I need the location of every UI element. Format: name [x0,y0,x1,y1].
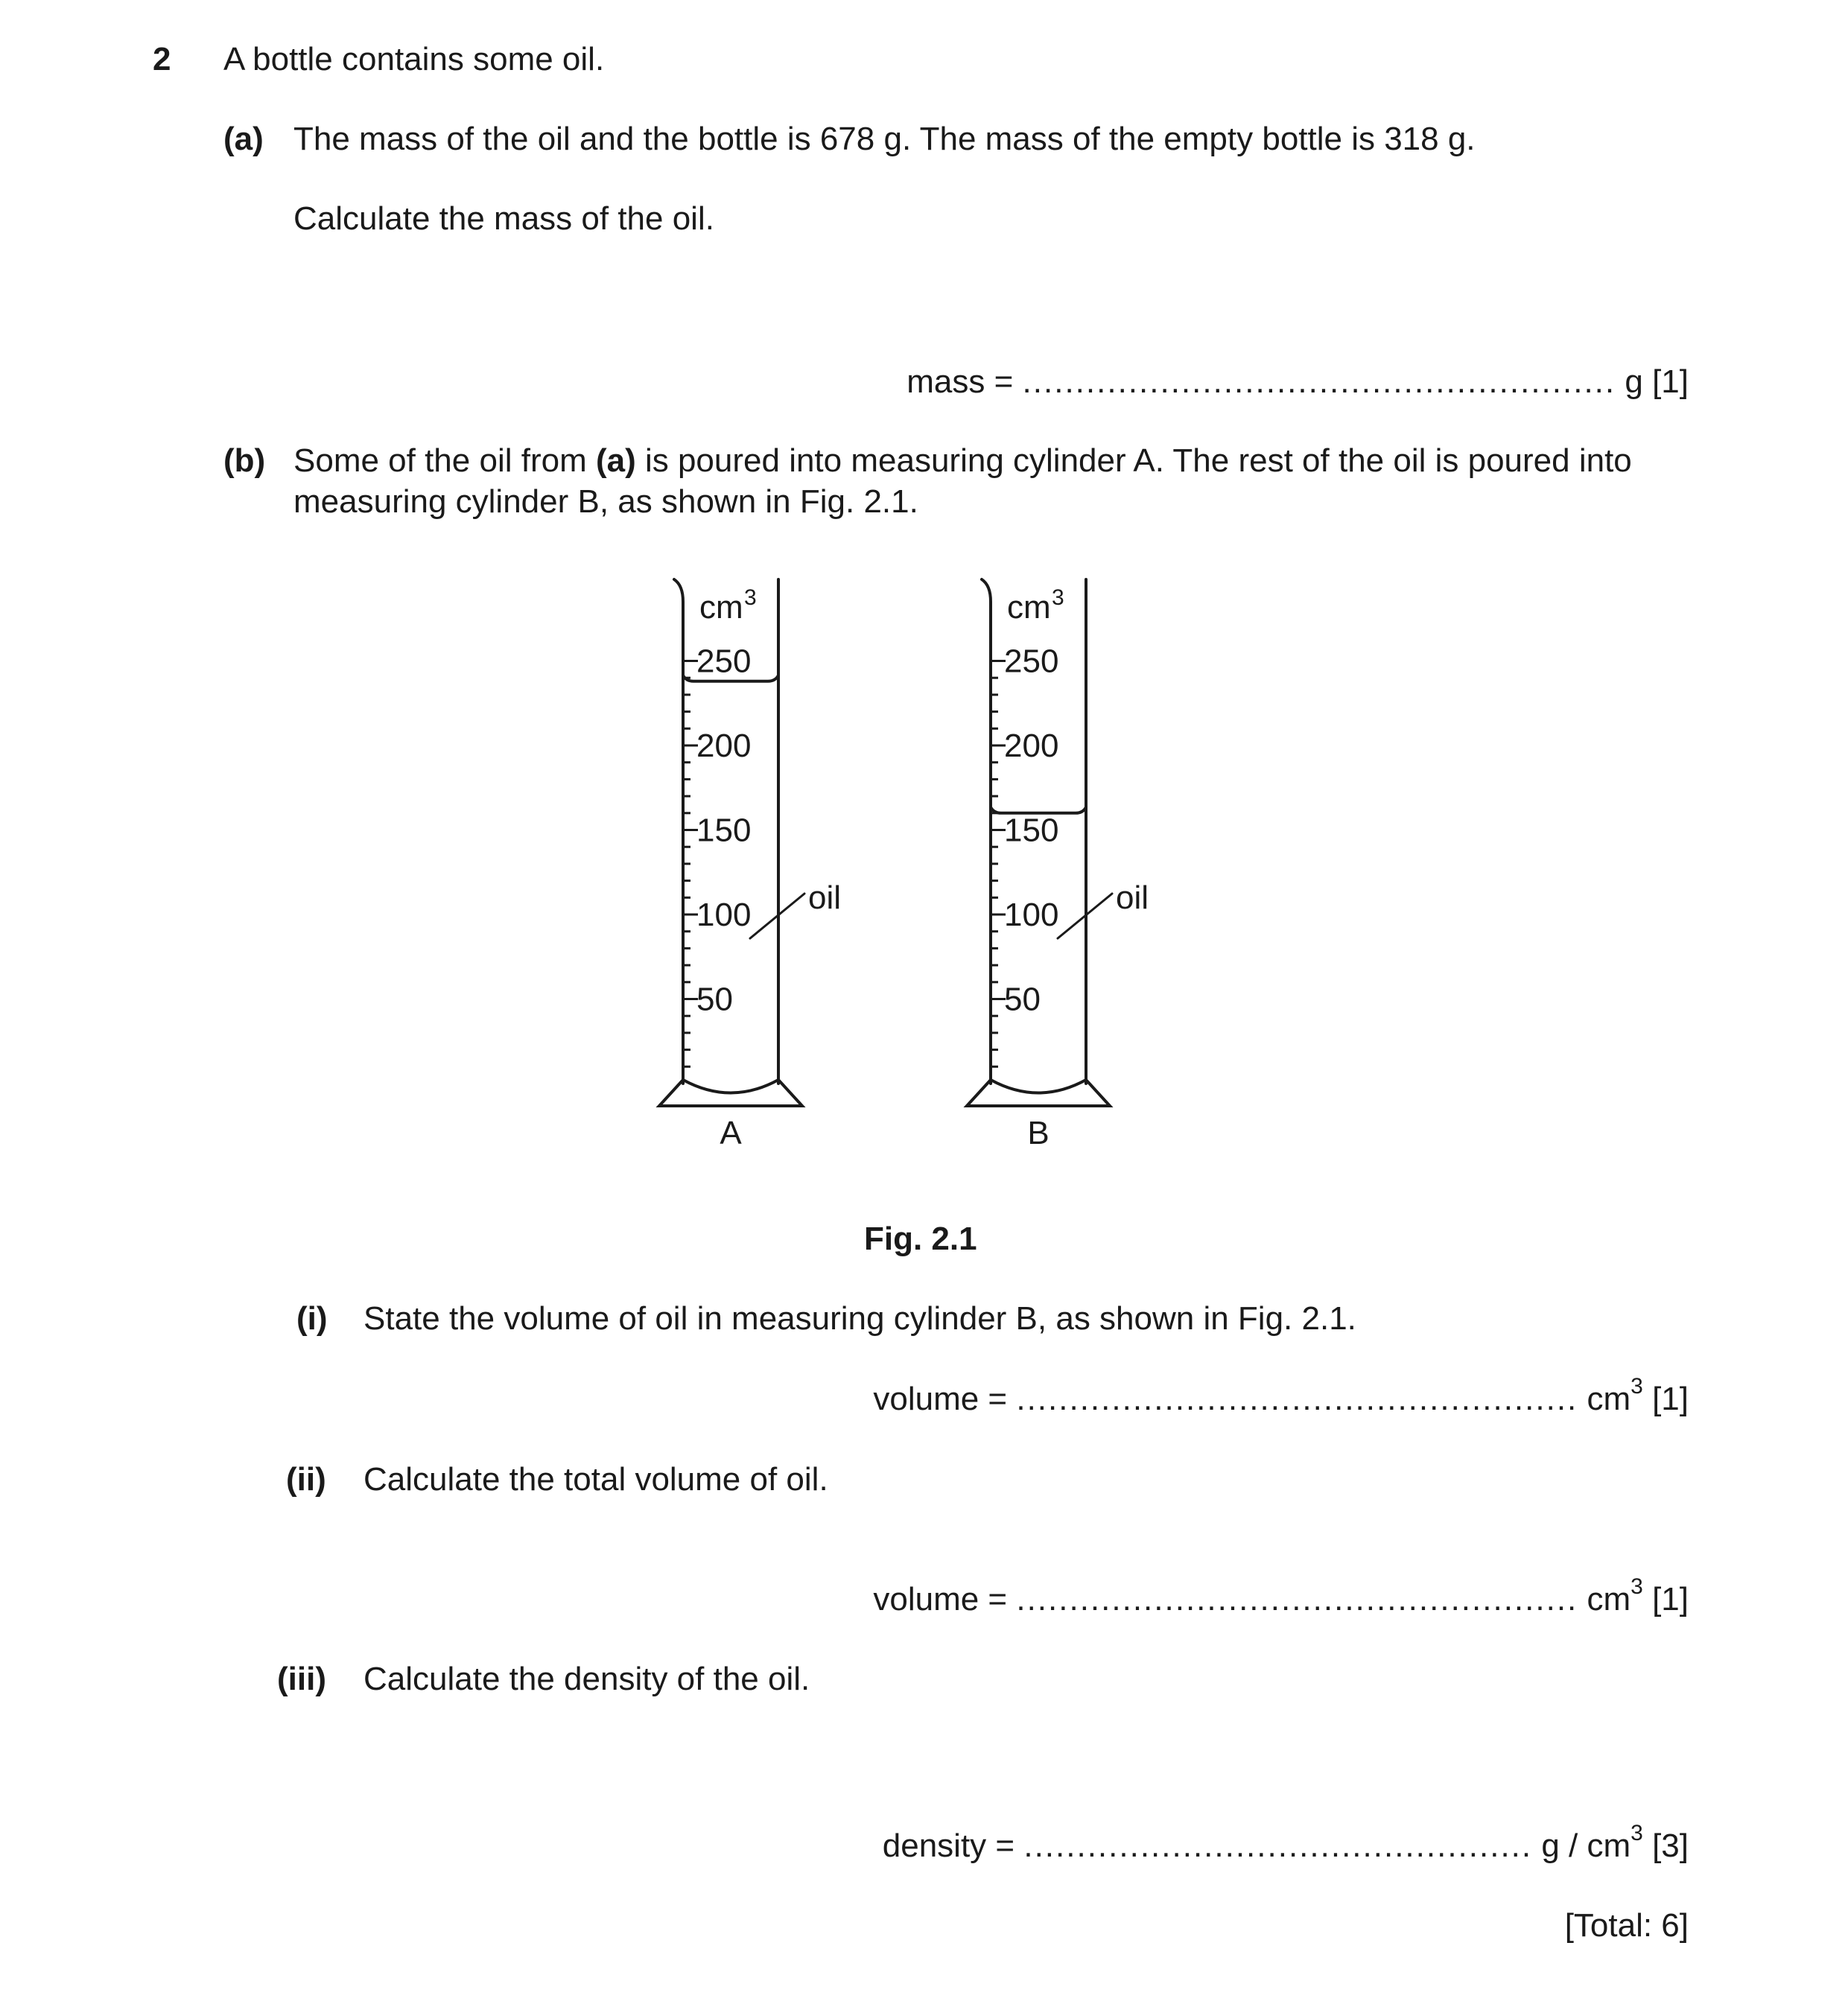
answer-prefix: volume = [873,1381,1008,1417]
unit-label: cm [699,589,743,626]
answer-line-density[interactable] [882,1821,1689,1865]
part-a-instruction: Calculate the mass of the oil. [293,200,714,237]
part-b-text-ref: (a) [595,442,636,479]
answer-unit: g / $cm^3$ [1541,1821,1643,1864]
answer-unit: g [1625,363,1643,400]
sub-i-text: State the volume of oil in measuring cylinder B, as shown in Fig. 2.1. [363,1300,1356,1337]
scale-label: 200 [696,728,752,764]
cylinder-bottom [991,1080,1086,1093]
cylinder-a [659,579,841,1151]
sub-ii-text: Calculate the total volume of oil. [363,1461,828,1498]
answer-prefix: volume = [873,1581,1008,1617]
oil-label: oil [808,879,842,916]
cylinder-name-label: A [720,1115,742,1151]
answer-unit: $cm^3$ [1587,1574,1643,1617]
oil-surface [991,807,1086,813]
answer-dots[interactable]: ..................................................... [1016,1581,1578,1617]
part-a-text: The mass of the oil and the bottle is 678 g. The mass of the empty bottle is 318 g. [293,121,1476,157]
cylinder-left-wall [982,579,991,1084]
scale-label: 250 [696,643,752,680]
scale-label: 50 [696,981,733,1018]
question-stem: A bottle contains some oil. [223,41,605,77]
answer-prefix: mass = [906,363,1014,400]
question-number: 2 [153,41,171,77]
answer-marks: [1] [1652,1381,1689,1417]
sub-ii-label: (ii) [286,1461,326,1498]
cylinder-left-wall [674,579,683,1084]
answer-dots[interactable]: ........................................................ [1022,363,1616,400]
sub-i-label: (i) [296,1300,328,1337]
sub-iii-label: (iii) [277,1661,326,1697]
part-b-text-end: is poured into measuring cylinder A. The rest of the oil is poured into [635,442,1632,479]
part-b-label: (b) [223,442,266,479]
part-b-text-line2: measuring cylinder B, as shown in Fig. 2.1. [293,483,918,520]
scale-label: 150 [696,812,752,849]
answer-marks: [3] [1652,1828,1689,1864]
sub-iii-text: Calculate the density of the oil. [363,1661,810,1697]
scale-label: 250 [1004,643,1059,680]
cylinder-name-label: B [1027,1115,1050,1151]
answer-marks: [1] [1652,1581,1689,1617]
unit-label: cm [1007,589,1051,626]
unit-superscript: 3 [744,585,757,610]
figure-caption: Fig. 2.1 [864,1221,977,1257]
total-marks: [Total: 6] [1564,1907,1689,1944]
part-b-text-start: Some of the oil from [293,442,596,479]
scale-label: 200 [1004,728,1059,764]
cylinder-bottom [683,1080,778,1093]
oil-label: oil [1116,879,1149,916]
scale-label: 150 [1004,812,1059,849]
unit-superscript: 3 [1052,585,1064,610]
answer-line-volume-b[interactable] [873,1374,1689,1419]
cylinder-b [967,579,1149,1151]
answer-line-total-volume[interactable] [873,1574,1689,1619]
answer-unit: $cm^3$ [1587,1374,1643,1417]
scale-label: 100 [1004,897,1059,933]
answer-marks: [1] [1652,363,1689,400]
scale-label: 100 [696,897,752,933]
answer-dots[interactable]: ..................................................... [1016,1381,1578,1417]
answer-dots[interactable]: ................................................ [1023,1828,1533,1864]
answer-prefix: density = [882,1828,1015,1864]
part-a-label: (a) [223,121,264,157]
scale-label: 50 [1004,981,1041,1018]
